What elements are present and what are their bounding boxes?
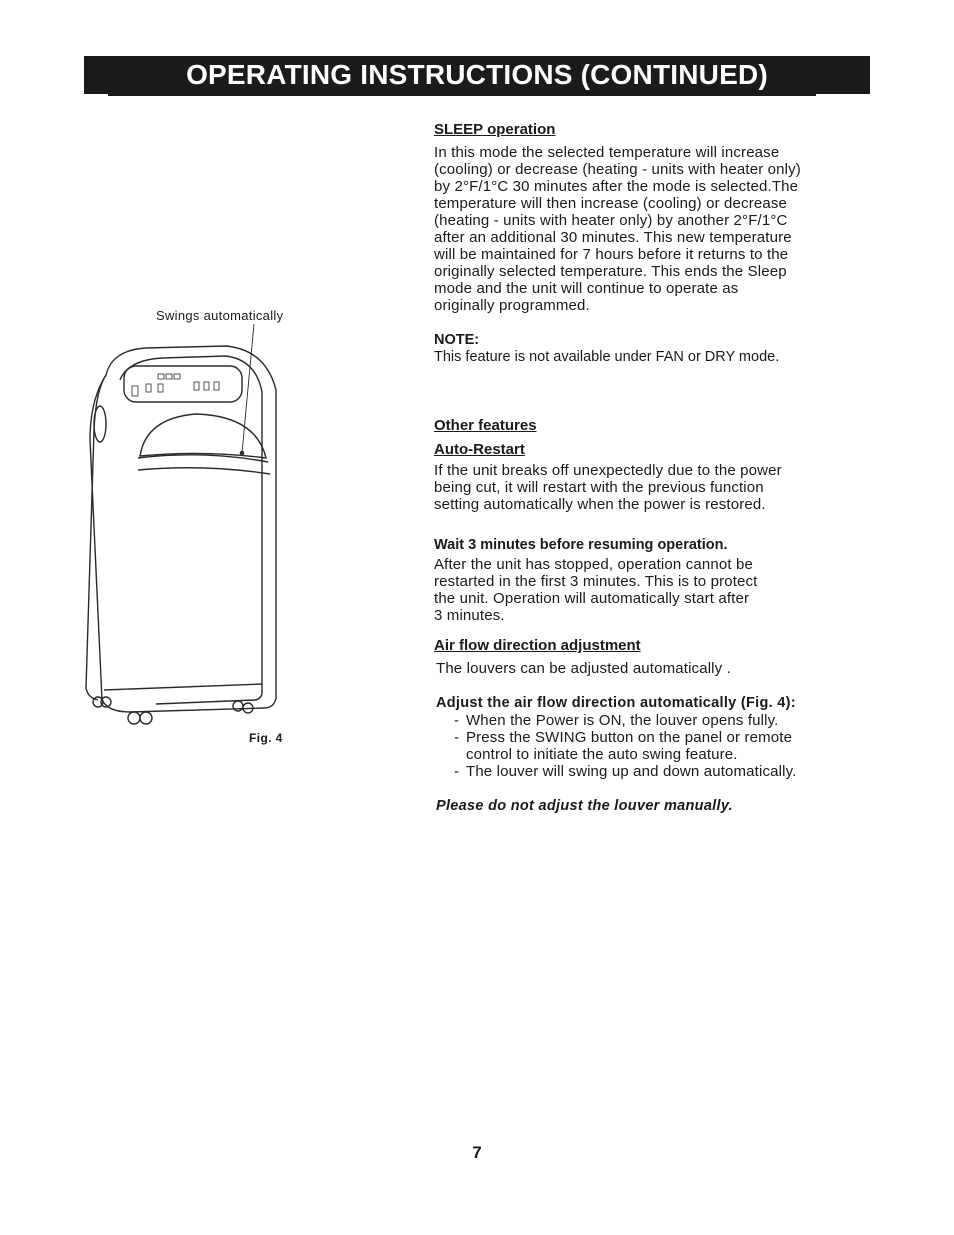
airflow-intro: The louvers can be adjusted automatically . [436,660,731,677]
bullet-dash: - [454,763,460,780]
airflow-intro-wrap [436,660,856,677]
airflow-heading: Air flow direction adjustment [434,637,641,654]
sleep-line: (heating - units with heater only) by another 2°F/1°C [434,212,788,229]
front-arch [120,356,262,704]
bullet-dash: - [454,729,460,746]
louver-lower-edge [138,468,270,474]
note-label: NOTE: [434,332,480,348]
wait-body [434,556,854,624]
figure-caption: Fig. 4 [249,731,283,745]
sleep-line: In this mode the selected temperature will increase [434,144,780,161]
sleep-line: will be maintained for 7 hours before it returns to the [434,246,789,263]
airflow-auto-heading: Adjust the air flow direction automatically (Fig. 4): [436,695,796,711]
header-underline [108,94,816,96]
wait-section [434,537,854,553]
wait-line: 3 minutes. [434,607,505,624]
auto-restart-heading: Auto-Restart [434,441,525,458]
wait-line: restarted in the first 3 minutes. This is to protect [434,573,758,590]
louver-dot [240,451,243,454]
bullet-dash: - [454,712,460,729]
control-panel [124,366,242,402]
figure-callout: Swings automatically [156,308,284,323]
wait-heading: Wait 3 minutes before resuming operation. [434,537,728,553]
bullet-text: The louver will swing up and down automatically. [466,763,797,780]
note-text: This feature is not available under FAN or DRY mode. [434,349,780,365]
sleep-note [434,332,854,365]
sleep-line: by 2°F/1°C 30 minutes after the mode is selected.The [434,178,799,195]
bullet-text: Press the SWING button on the panel or remote [466,729,793,746]
control-panel-buttons [132,374,219,396]
side-panel [86,375,106,700]
sleep-section [434,121,854,138]
sleep-heading: SLEEP operation [434,121,556,138]
page-title: OPERATING INSTRUCTIONS (CONTINUED) [186,59,768,90]
bullet-text: control to initiate the auto swing feature. [466,746,738,763]
bullet-text: When the Power is ON, the louver opens fully. [466,712,779,729]
bullet-item [436,712,856,729]
wait-line: the unit. Operation will automatically start after [434,590,750,607]
sleep-line: originally selected temperature. This ends the Sleep [434,263,787,280]
sleep-line: mode and the unit will continue to operate as [434,280,739,297]
auto-restart-line: If the unit breaks off unexpectedly due to the power [434,462,782,479]
wait-line: After the unit has stopped, operation cannot be [434,556,753,573]
side-knob [94,406,106,442]
louver-window [140,414,266,458]
other-features-heading: Other features [434,417,537,434]
bullet-item [436,729,856,746]
auto-restart-line: being cut, it will restart with the previous function [434,479,764,496]
bottom-edge [104,684,262,690]
auto-restart-line: setting automatically when the power is restored. [434,496,766,513]
other-features-section [434,417,854,458]
airflow-bullet-list [436,712,856,780]
header-bar [84,56,870,94]
airflow-auto [436,695,856,780]
manual-adjust-warning: Please do not adjust the louver manually. [436,798,733,814]
air-conditioner-illustration [76,320,316,740]
bullet-item-continued [436,746,856,763]
sleep-line: (cooling) or decrease (heating - units with heater only) [434,161,801,178]
bullet-item [436,763,856,780]
sleep-line: after an additional 30 minutes. This new temperature [434,229,792,246]
sleep-line: temperature will then increase (cooling) or decrease [434,195,787,212]
sleep-line: originally programmed. [434,297,590,314]
sleep-body [434,144,854,314]
unit-body [90,346,276,712]
airflow-section [434,637,854,654]
page-number: 7 [472,1143,482,1162]
warning-wrap [436,798,856,814]
auto-restart-body [434,462,854,513]
